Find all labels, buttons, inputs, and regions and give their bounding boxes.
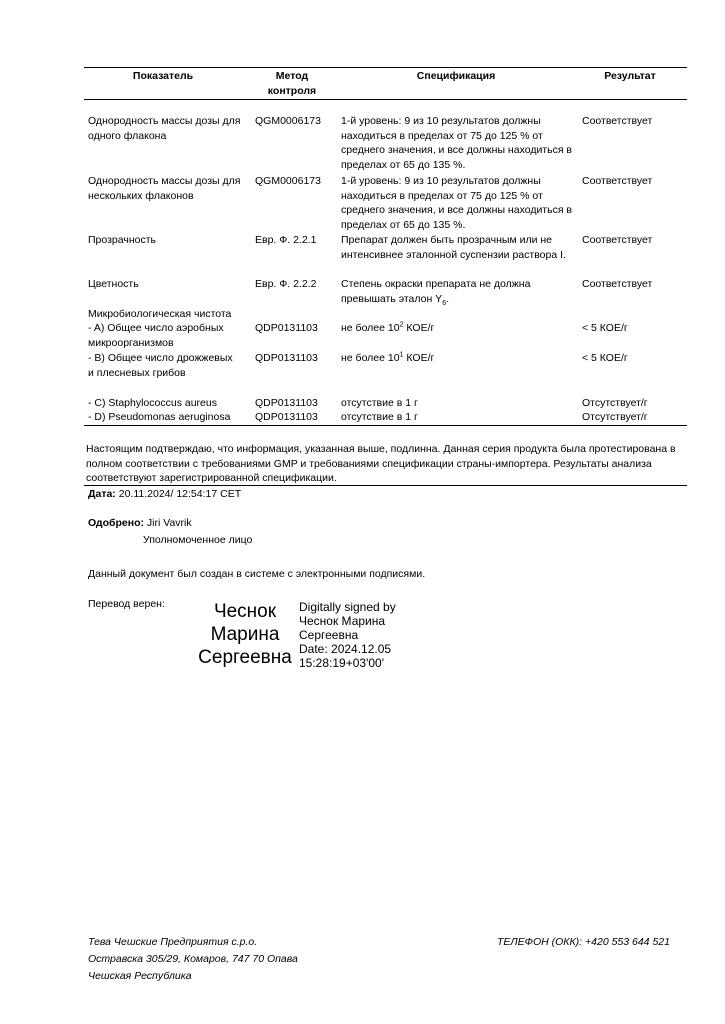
approved-role: Уполномоченное лицо xyxy=(143,534,253,546)
header-spec: Спецификация xyxy=(416,70,496,82)
micro-title: Микробиологическая чистота xyxy=(88,308,232,320)
row-result: < 5 КОЕ/г xyxy=(582,352,628,364)
header-param: Показатель xyxy=(132,70,194,82)
row-param: Однородность массы дозы для нескольких флаконов xyxy=(88,175,241,202)
header-method: Метод контроля xyxy=(267,70,317,97)
footer-address: Остравска 305/29, Комаров, 747 70 Опава xyxy=(88,953,298,965)
row-result: < 5 КОЕ/г xyxy=(582,322,628,334)
footer-company: Тева Чешские Предприятия с.р.о. xyxy=(88,936,258,948)
approved-line: Одобрено: Jiri Vavrik xyxy=(88,517,192,529)
row-param: Однородность массы дозы для одного флакона xyxy=(88,115,241,142)
signature-name-line: Чеснок xyxy=(213,601,277,622)
esign-note: Данный документ был создан в системе с электронными подписями. xyxy=(88,568,426,580)
signature-info-line: 15:28:19+03'00' xyxy=(299,656,384,670)
row-param: Прозрачность xyxy=(88,234,157,246)
footer-country: Чешская Республика xyxy=(88,970,192,982)
row-result: Соответствует xyxy=(582,115,653,127)
header-result: Результат xyxy=(604,70,656,82)
row-spec: не более $10^2$ КОЕ/г xyxy=(341,321,435,334)
row-param: Цветность xyxy=(88,278,139,290)
date-line: Дата: 20.11.2024/ 12:54:17 CET xyxy=(88,488,242,500)
row-method: Евр. Ф. 2.2.2 xyxy=(255,278,317,290)
confirmation-rule xyxy=(84,485,687,486)
row-result: Отсутствует/г xyxy=(582,397,648,409)
header-bottom-rule xyxy=(84,99,687,100)
signature-name-line: Сергеевна xyxy=(198,647,292,668)
row-method: QDP0131103 xyxy=(255,397,318,409)
row-method: QDP0131103 xyxy=(255,411,318,423)
row-spec: не более $10^1$ КОЕ/г xyxy=(341,351,435,364)
row-result: Соответствует xyxy=(582,234,653,246)
row-method: QDP0131103 xyxy=(255,322,318,334)
row-param: - B) Общее число дрожжевых и плесневых грибов xyxy=(88,352,233,379)
row-result: Соответствует xyxy=(582,175,653,187)
row-method: QDP0131103 xyxy=(255,352,318,364)
row-param: - D) Pseudomonas aeruginosa xyxy=(88,411,231,423)
row-method: QGM0006173 xyxy=(255,115,321,127)
row-spec: отсутствие в 1 г xyxy=(341,411,418,423)
row-method: Евр. Ф. 2.2.1 xyxy=(255,234,317,246)
signature-info-line: Digitally signed by xyxy=(299,600,396,614)
translation-label: Перевод верен: xyxy=(88,598,165,610)
row-spec: Препарат должен быть прозрачным или не интенсивнее эталонной суспензии раствора I. xyxy=(341,234,566,261)
row-result: Соответствует xyxy=(582,278,653,290)
signature-info-line: Сергеевна xyxy=(299,628,359,642)
table-bottom-rule xyxy=(84,425,687,426)
table-top-rule xyxy=(84,67,687,68)
signature-name-line: Марина xyxy=(210,624,280,645)
row-method: QGM0006173 xyxy=(255,175,321,187)
row-spec: отсутствие в 1 г xyxy=(341,397,418,409)
confirmation-text: Настоящим подтверждаю, что информация, указанная выше, подлинна. Данная серия продукта была протестирована в полном соответствии с требованиями GMP и требованиями спецификации страны-импортера. Результаты анализа соответствуют зарегистрированной спецификации. xyxy=(86,443,676,484)
row-result: Отсутствует/г xyxy=(582,411,648,423)
row-spec: 1-й уровень: 9 из 10 результатов должны находиться в пределах от 75 до 125 % от среднего значения, и все должны находиться в пределах от 65 до 135 %. xyxy=(341,175,573,231)
signature-info-line: Date: 2024.12.05 xyxy=(299,642,392,656)
row-param: - C) Staphylococcus aureus xyxy=(88,397,217,409)
footer-phone: ТЕЛЕФОН (ОКК): +420 553 644 521 xyxy=(497,936,670,948)
signature-info-line: Чеснок Марина xyxy=(299,614,386,628)
row-spec: 1-й уровень: 9 из 10 результатов должны находиться в пределах от 75 до 125 % от среднего значения, и все должны находиться в пределах от 65 до 135 %. xyxy=(341,115,573,171)
row-param: - A) Общее число аэробных микроорганизмов xyxy=(88,322,224,349)
row-spec: Степень окраски препарата не должна превышать эталон $Y_6$. xyxy=(341,278,531,307)
